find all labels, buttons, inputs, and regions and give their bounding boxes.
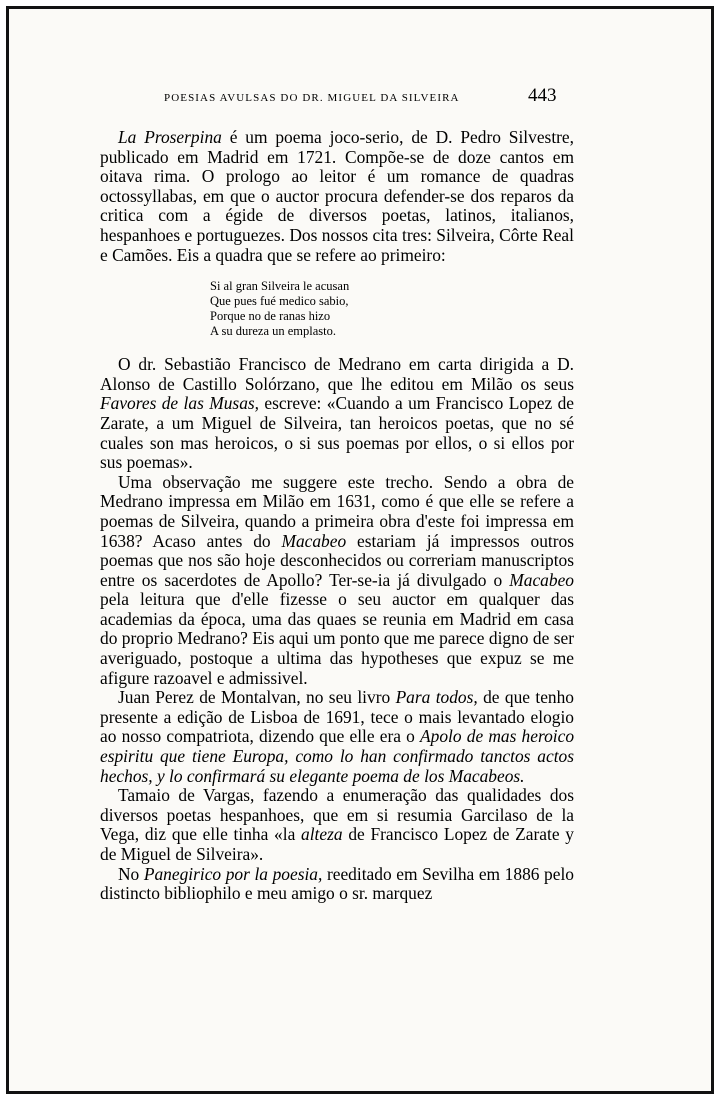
text-run: No <box>118 863 144 884</box>
quoted-word: alteza <box>301 824 343 845</box>
verse-line: Porque no de ranas hizo <box>210 309 331 324</box>
work-title: Favores de las Musas, <box>100 393 260 414</box>
paragraph-observacao <box>100 473 574 689</box>
text-run: escreve: «Cuando a um Francisco Lopez de Zarate, a um Miguel de Silveira, tan heroicos poetas, que no sé cuales son mas heroicos, o si sus poemas por ellos, o si ellos por sus poemas». <box>100 393 574 473</box>
running-head: POESIAS AVULSAS DO DR. MIGUEL DA SILVEIRA <box>164 92 460 104</box>
verse-line: A su dureza un emplasto. <box>210 324 337 339</box>
page-number: 443 <box>528 85 557 106</box>
verse-quatrain <box>210 279 574 339</box>
text-run: de que tenho presente a edição de Lisboa de 1691, tece o mais levantado elogio ao nosso compatriota, dizendo que elle era o <box>100 687 574 747</box>
paragraph-panegirico <box>100 865 574 904</box>
quotation: Apolo de mas heroico espiritu que tiene Europa, como lo han confirmado tanctos actos hechos, y lo confirmará su elegante poema de los Macabeos. <box>100 726 575 786</box>
text-run: estariam já impressos outros poemas que nos são hoje desconhecidos ou correriam manuscriptos entre os sacerdotes de Apollo? Ter-se-ia já divulgado o <box>100 530 574 590</box>
work-title: Macabeo <box>509 569 574 590</box>
text-run: pela leitura que d'elle fizesse o seu auctor em qualquer das academias da época, uma das quaes se reunia em Madrid em casa do proprio Medrano? Eis aqui um ponto que me parece digno de ser averiguado, postoque a ultima das hypotheses que expuz se me afigure razoavel e admissivel. <box>100 589 574 688</box>
paragraph-medrano <box>100 355 574 473</box>
text-run: reeditado em Sevilha em 1886 pelo distincto bibliophilo e meu amigo o sr. marquez <box>100 863 574 904</box>
paragraph-text: é um poema joco-serio, de D. Pedro Silvestre, publicado em Madrid em 1721. Compõe-se de doze cantos em oitava rima. O prologo ao leitor é um romance de quadras octossyllabas, em que o auctor procura defender-se dos reparos da critica com a égide de diversos poetas, latinos, italianos, hespanhoes e portuguezes. Dos nossos cita tres: Silveira, Côrte Real e Camões. Eis a quadra que se refere ao primeiro: <box>100 127 575 265</box>
work-title: Macabeo <box>281 530 347 551</box>
text-run: Tamaio de Vargas, fazendo a enumeração das qualidades dos diversos poetas hespanhoes, que em si resumia Garcilaso de la Vega, diz que elle tinha «la <box>100 785 574 845</box>
work-title: Para todos, <box>395 687 478 708</box>
text-run: Uma observação me suggere este trecho. Sendo a obra de Medrano impressa em Milão em 1631, como é que elle se refere a poemas de Silveira, quando a primeira obra d'este foi impressa em 1638? Acaso antes do <box>100 471 574 551</box>
text-run: O dr. Sebastião Francisco de Medrano em carta dirigida a D. Alonso de Castillo Solórzano, que lhe editou em Milão os seus <box>100 354 574 394</box>
text-run: de Francisco Lopez de Zarate y de Miguel de Silveira». <box>100 824 575 864</box>
work-title: Panegirico por la poesia, <box>143 863 323 884</box>
verse-line: Que pues fué medico sabio, <box>210 294 349 309</box>
paragraph-proserpina <box>100 128 574 265</box>
page-body <box>100 128 574 904</box>
work-title: La Proserpina <box>118 127 222 147</box>
paragraph-montalvan <box>100 688 574 786</box>
text-run: Juan Perez de Montalvan, no seu livro <box>118 687 396 708</box>
paragraph-tamaio <box>100 786 574 864</box>
verse-line: Si al gran Silveira le acusan <box>210 279 350 294</box>
